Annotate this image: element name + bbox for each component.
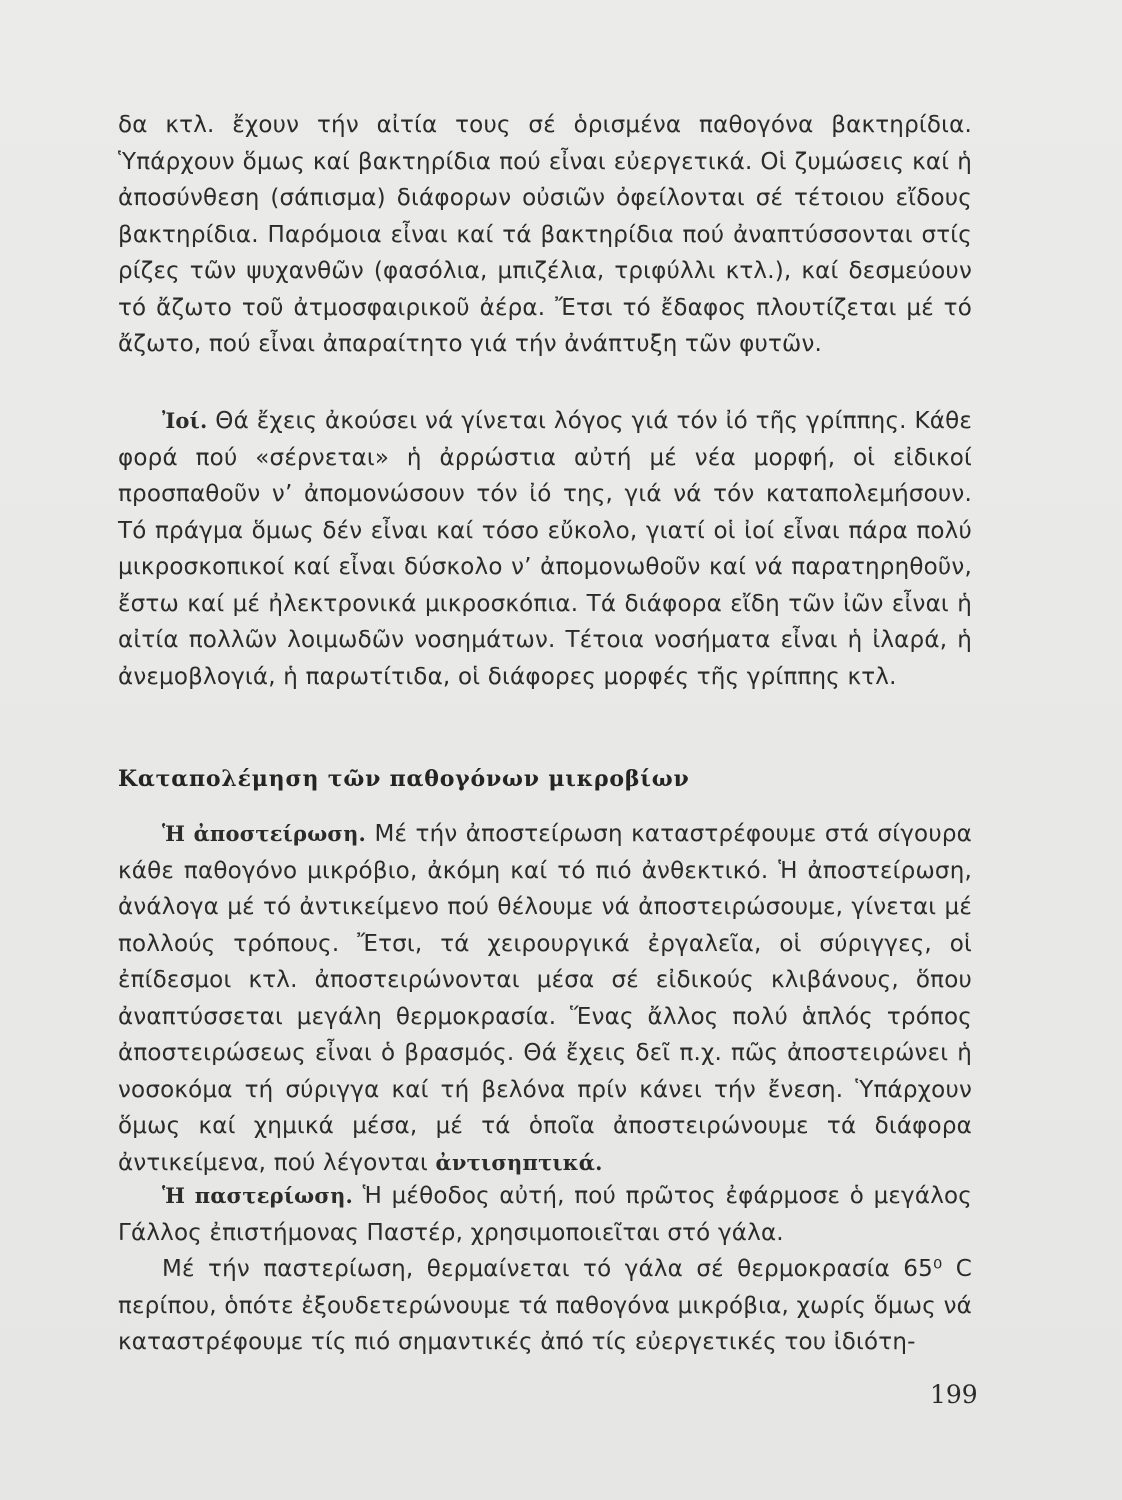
paragraph-body: Ἡ μέθοδος αὐτή, πού πρῶτος ἐφάρμοσε ὁ μεγάλος Γάλλος ἐπιστήμονας Παστέρ, χρησιμοποιεῖται στό γάλα.	[118, 1183, 972, 1246]
paragraph-body: Μέ τήν παστερίωση, θερμαίνεται τό γάλα σέ θερμοκρασία 65⁰ C περίπου, ὁπότε ἐξουδετερώνουμε τά παθογόνα μικρόβια, χωρίς ὅμως νά καταστρέφουμε τίς πιό σημαντικές ἀπό τίς εὐεργετικές του ἰδιότη-	[118, 1256, 972, 1355]
paragraph-pasteurization	[118, 1178, 972, 1361]
paragraph-body: Θά ἔχεις ἀκούσει νά γίνεται λόγος γιά τόν ἰό τῆς γρίππης. Κάθε φορά πού «σέρνεται» ἡ ἀρρώστια αὐτή μέ νέα μορφή, οἱ εἰδικοί προσπαθοῦν ν’ ἀπομονώσουν τόν ἰό της, γιά νά τόν καταπολεμήσουν. Τό πράγμα ὅμως δέν εἶναι καί τόσο εὔκολο, γιατί οἱ ἰοί εἶναι πάρα πολύ μικροσκοπικοί καί εἶναι δύσκολο ν’ ἀπομονωθοῦν καί νά παρατηρηθοῦν, ἔστω καί μέ ἠλεκτρονικά μικροσκόπια. Τά διάφορα εἴδη τῶν ἰῶν εἶναι ἡ αἰτία πολλῶν λοιμωδῶν νοσημάτων. Τέτοια νοσήματα εἶναι ἡ ἰλαρά, ἡ ἀνεμοβλογιά, ἡ παρωτίτιδα, οἱ διάφορες μορφές τῆς γρίππης κτλ.	[118, 408, 972, 690]
paragraph-text	[118, 403, 972, 695]
paragraph-lead-term: Ἡ ἀποστείρωση.	[162, 821, 367, 846]
paragraph-text	[118, 1178, 972, 1251]
paragraph-bacteria	[118, 107, 972, 363]
paragraph-text	[118, 816, 972, 1181]
paragraph-text	[118, 1251, 972, 1361]
bold-term: ἀντισηπτικά.	[435, 1149, 603, 1175]
paragraph-lead-term: Ἡ παστερίωση.	[162, 1183, 354, 1208]
paragraph-lead-term: Ἰοί.	[162, 408, 208, 433]
paragraph-sterilization	[118, 816, 972, 1181]
paragraph-body: Μέ τήν ἀποστείρωση καταστρέφουμε στά σίγουρα κάθε παθογόνο μικρόβιο, ἀκόμη καί τό πιό ἀνθεκτικό. Ἡ ἀποστείρωση, ἀνάλογα μέ τό ἀντικείμενο πού θέλουμε νά ἀποστειρώσουμε, γίνεται μέ πολλούς τρόπους. Ἔτσι, τά χειρουργικά ἐργαλεῖα, οἱ σύριγγες, οἱ ἐπίδεσμοι κτλ. ἀποστειρώνονται μέσα σέ εἰδικούς κλιβάνους, ὅπου ἀναπτύσσεται μεγάλη θερμοκρασία. Ἕνας ἄλλος πολύ ἁπλός τρόπος ἀποστειρώσεως εἶναι ὁ βρασμός. Θά ἔχεις δεῖ π.χ. πῶς ἀποστειρώνει ἡ νοσοκόμα τή σύριγγα καί τή βελόνα πρίν κάνει τήν ἔνεση. Ὑπάρχουν ὅμως καί χημικά μέσα, μέ τά ὁποῖα ἀποστειρώνουμε τά διάφορα ἀντικείμενα, πού λέγονται	[118, 821, 972, 1176]
section-heading: Καταπολέμηση τῶν παθογόνων μικροβίων	[118, 766, 690, 792]
paragraph-text: δα κτλ. ἔχουν τήν αἰτία τους σέ ὁρισμένα παθογόνα βακτηρίδια. Ὑπάρχουν ὅμως καί βακτηρίδια πού εἶναι εὐεργετικά. Οἱ ζυμώσεις καί ἡ ἀποσύνθεση (σάπισμα) διάφορων οὐσιῶν ὀφείλονται σέ τέτοιου εἴδους βακτηρίδια. Παρόμοια εἶναι καί τά βακτηρίδια πού ἀναπτύσσονται στίς ρίζες τῶν ψυχανθῶν (φασόλια, μπιζέλια, τριφύλλι κτλ.), καί δεσμεύουν τό ἄζωτο τοῦ ἀτμοσφαιρικοῦ ἀέρα. Ἔτσι τό ἔδαφος πλουτίζεται μέ τό ἄζωτο, πού εἶναι ἀπαραίτητο γιά τήν ἀνάπτυξη τῶν φυτῶν.	[118, 112, 972, 357]
page-number: 199	[930, 1380, 978, 1409]
paragraph-viruses	[118, 403, 972, 695]
